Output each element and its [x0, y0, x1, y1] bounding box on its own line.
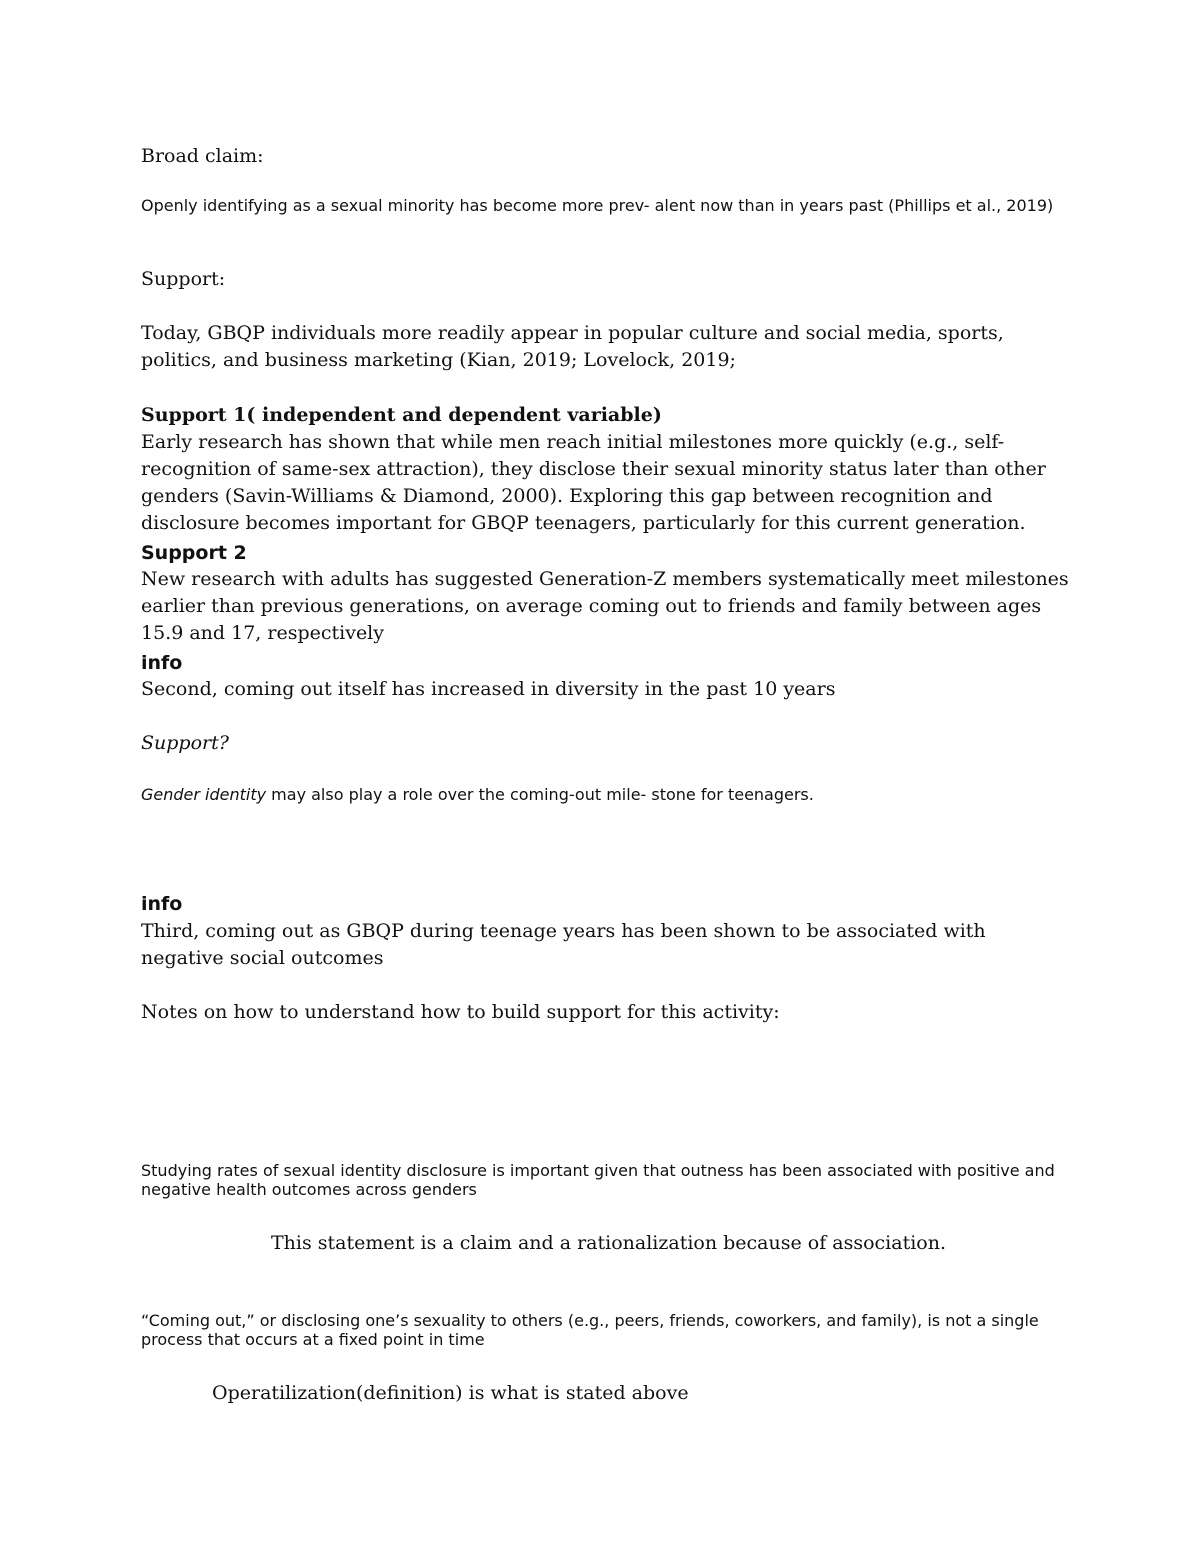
info-1-text: Second, coming out itself has increased in diversity in the past 10 years [141, 678, 836, 700]
broad-claim-heading: Broad claim: [141, 145, 264, 167]
support-1-heading: Support 1( independent and dependent variable) [141, 404, 662, 426]
info-2-text: Third, coming out as GBQP during teenage years has been shown to be associated with negative social outcomes [141, 920, 986, 969]
support-2-text: New research with adults has suggested Generation-Z members systematically meet milestones earlier than previous generations, on average coming out to friends and family between ages 15.9 and 17, respectively [141, 568, 1069, 644]
claim-note-text: This statement is a claim and a rationalization because of association. [270, 1232, 947, 1254]
support-text: Today, GBQP individuals more readily appear in popular culture and social media, sports, politics, and business marketing (Kian, 2019; Lovelock, 2019; [141, 322, 1004, 371]
operationalization-text: Operatilization(definition) is what is stated above [212, 1382, 689, 1404]
support-question-heading: Support? [141, 732, 229, 754]
gender-identity-term: Gender identity [141, 785, 267, 804]
coming-out-text: “Coming out,” or disclosing one’s sexuality to others (e.g., peers, friends, coworkers, and family), is not a single process that occurs at a fixed point in time [141, 1311, 1039, 1349]
info-2-heading: info [141, 893, 183, 915]
support-question-text [141, 785, 1071, 804]
support-2-heading: Support 2 [141, 542, 247, 564]
support-1-text: Early research has shown that while men reach initial milestones more quickly (e.g., self-recognition of same-sex attraction), they disclose their sexual minority status later than other genders (Savin-Williams & Diamond, 2000). Exploring this gap between recognition and disclosure becomes important for GBQP teenagers, particularly for this current generation. [141, 431, 1046, 534]
support-question-rest: may also play a role over the coming-out mile- stone for teenagers. [266, 785, 814, 804]
notes-text: Notes on how to understand how to build support for this activity: [141, 1001, 780, 1023]
broad-claim-text: Openly identifying as a sexual minority has become more prev- alent now than in years past (Phillips et al., 2019) [141, 196, 1054, 215]
info-1-heading: info [141, 652, 183, 674]
studying-text: Studying rates of sexual identity disclosure is important given that outness has been associated with positive and negative health outcomes across genders [141, 1161, 1055, 1199]
support-heading: Support: [141, 268, 226, 290]
